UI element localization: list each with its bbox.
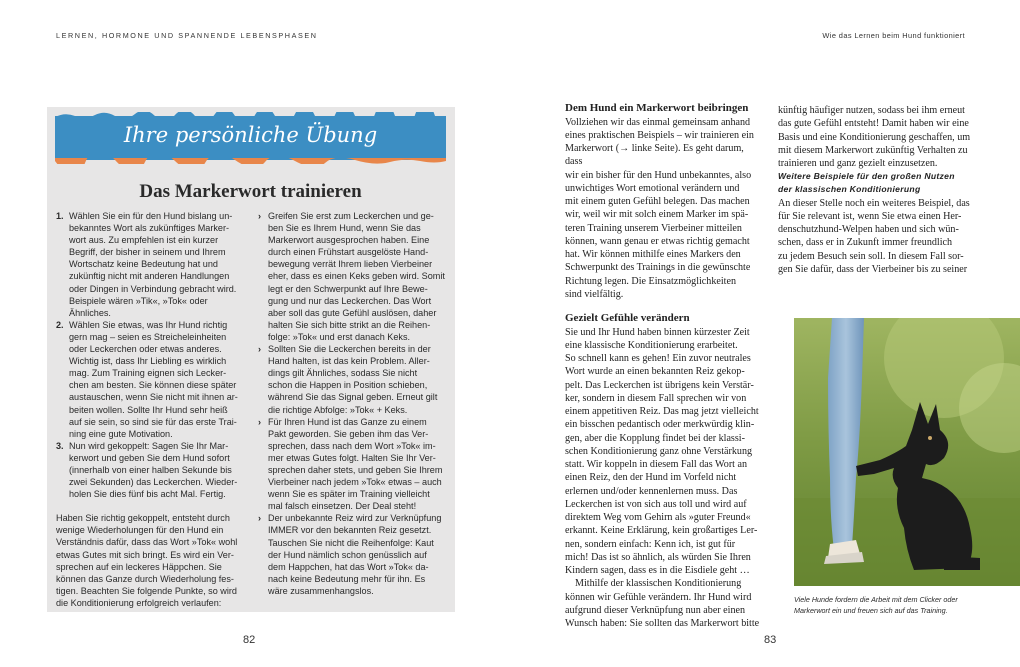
body-line: Richtung legen. Die Einsatzmöglichkeiten <box>565 275 736 287</box>
banner-top-wave <box>55 112 446 117</box>
point-line: IMMER vor den bekannten Reiz gesetzt. <box>268 525 432 536</box>
step-line: Wählen Sie ein für den Hund bislang un- <box>69 211 233 221</box>
exercise-point <box>258 512 448 597</box>
body-line: Wunsch haben: Sie sollten das Markerwort bitte <box>565 618 760 629</box>
step-line: bekanntes Wort als zukünftiges Marker- <box>69 223 230 234</box>
point-line: Pakt geworden. Sie geben ihm das Ver- <box>268 428 429 439</box>
step-line: Wichtig ist, dass Ihr Liebling es wirklich <box>69 356 227 367</box>
body-line: wir, weil wir mit solch einem Marker im spä- <box>565 209 749 221</box>
point-line: nach keine Bedeutung mehr für ihn. Es <box>268 573 426 584</box>
running-head-left: LERNEN, HORMONE UND SPANNENDE LEBENSPHASEN <box>56 31 318 40</box>
point-line: schon die Happen in Position schieben, <box>268 380 428 391</box>
subheading: Weitere Beispiele für den großen Nutzen <box>778 171 955 182</box>
point-line: Hand halten, ist das kein Problem. Aller- <box>268 356 430 367</box>
body-line: ein bisschen pedantisch oder merkwürdig klin- <box>565 419 755 431</box>
point-line: dem Happchen, hat das Wort »Tok« da- <box>268 561 429 572</box>
point-line: sprechen daher stets, und geben Sie Ihrem <box>268 464 443 475</box>
body-line: Leckerchen ist von sich aus toll und wird auf <box>565 498 747 510</box>
point-line: gung und nur das Leckerchen. Das Wort <box>268 295 432 306</box>
point-line: halten Sie sich bitte strikt an die Reihen- <box>268 319 431 330</box>
point-marker: › <box>258 416 262 427</box>
point-line: der Hund nämlich schon genüsslich auf <box>268 549 427 560</box>
step-line: wort aus. Zu empfehlen ist ein kurzer <box>69 235 219 246</box>
closing-line: Verständnis dafür, dass das Wort »Tok« wohl <box>56 537 238 548</box>
point-line: die richtige Abfolge: »Tok« + Keks. <box>268 404 408 415</box>
body-line: unwichtiges Wort emotional verändern und <box>565 182 740 194</box>
exercise-steps-column <box>56 210 242 609</box>
step-line: holen Sie dies fünf bis acht Mal. Fertig. <box>69 489 226 500</box>
body-line: schen Konditionierung ganz ohne Verstärkung <box>565 445 753 457</box>
body-line: direktem Weg vom Gehirn als »guter Freund« <box>565 512 751 523</box>
exercise-banner <box>55 116 446 160</box>
exercise-title: Das Markerwort trainieren <box>139 181 362 202</box>
step-line: chen am besten. Sie können diese später <box>69 380 237 391</box>
body-line: mit diesem Markerwort zukünftig Verhalten zu <box>778 144 968 156</box>
body-line: hat. Wir können mithilfe eines Markers den <box>565 249 741 260</box>
exercise-step <box>56 319 242 440</box>
closing-line: Haben Sie richtig gekoppelt, entsteht durch <box>56 513 230 524</box>
body-line: Basis und eine Konditionierung geschaffen, um <box>778 131 971 143</box>
body-line: ker, sondern in diesem Fall sprechen wir von <box>565 392 747 404</box>
point-marker: › <box>258 211 262 221</box>
dog-leg-illustration <box>794 318 1020 586</box>
step-line: beiten wollen. Sollte Ihr Hund sehr heiß <box>69 404 228 415</box>
closing-line: tigen. Beachten Sie folgende Punkte, so wird <box>56 585 237 596</box>
body-line: teren Training unserem Vierbeiner mitteilen <box>565 222 742 234</box>
subheading: der klassischen Konditionierung <box>778 184 921 195</box>
body-line: erkannt. Keine Erklärung, kein großartiges Ler- <box>565 525 758 537</box>
body-line: eine klassische Konditionierung erarbeitet. <box>565 339 738 351</box>
step-line: auf sie sein, so sind sie für das erste Trai- <box>69 416 237 427</box>
exercise-point <box>258 210 448 343</box>
body-line: aufgrund dieser Verknüpfung nun aber einen <box>565 604 746 616</box>
body-line: einen Reiz, den der Hund im Vorfeld nicht <box>565 472 737 484</box>
page-number-left: 82 <box>243 634 256 646</box>
step-line: oder Dingen in Verbindung gebracht wird. <box>69 283 237 294</box>
closing-line: wenige Wiederholungen für den Hund ein <box>56 525 224 536</box>
article-column-2 <box>778 104 973 276</box>
body-line: wir ein bisher für den Hund unbekanntes, also <box>565 169 752 181</box>
point-line: Vierbeiner nach jedem »Tok« etwas – auch <box>268 477 442 488</box>
body-line: Schwerpunkt des Trainings in die gewünschte <box>565 262 751 274</box>
step-line: kerwort und geben Sie dem Hund sofort <box>69 452 230 463</box>
point-line: bewegung verrät Ihrem lieben Vierbeiner <box>268 259 433 270</box>
body-line: können wir Gefühle verändern. Ihr Hund wird <box>565 591 752 603</box>
closing-line: etwas Gutes mit sich bringt. Es wird ein Ver- <box>56 549 234 560</box>
step-number: 2. <box>56 319 64 330</box>
step-line: Wortschatz keine Bedeutung hat und <box>69 259 218 270</box>
step-line: zwei Sekunden) das Leckerchen. Wieder- <box>69 477 238 488</box>
banner-title: Ihre persönliche Übung <box>123 123 378 147</box>
step-number: 1. <box>56 211 64 221</box>
body-line: denschutzhund-Welpen haben und sich wün- <box>778 224 959 236</box>
body-line: sind vielfältig. <box>565 288 624 300</box>
step-line: mag. Zum Training eignen sich Lecker- <box>69 368 227 379</box>
body-line: zu jedem Besuch sein soll. In diesem Fall sor- <box>778 250 964 262</box>
exercise-point <box>258 416 448 513</box>
body-line: schen, dass er in Zukunft immer freundlich <box>778 237 953 249</box>
point-marker: › <box>258 344 262 355</box>
point-line: während Sie das Signal geben. Erneut gilt <box>268 392 438 403</box>
step-line: austauschen, wenn Sie nicht mit ihnen ar- <box>69 392 238 403</box>
body-line: gen, aber die Kopplung findet bei der klassi- <box>565 432 745 444</box>
step-line: (innerhalb von einer halben Sekunde bis <box>69 464 232 475</box>
body-line: statt. Wir koppeln in diesem Fall das Wort an <box>565 459 748 470</box>
step-line: oder Leckerchen oder etwas anderes. <box>69 344 222 355</box>
body-line: eines praktischen Beispiels – wir trainieren ein <box>565 129 754 141</box>
step-line: zukünftig nicht mit anderen Handlungen <box>69 271 230 282</box>
exercise-point <box>258 343 448 416</box>
step-line: ning eine gute Motivation. <box>69 428 173 439</box>
point-line: wenn Sie es später im Training vielleicht <box>268 489 430 500</box>
step-line: gern mag – seien es Streicheleinheiten <box>69 331 227 342</box>
step-line: Nun wird gekoppelt: Sagen Sie Ihr Mar- <box>69 440 229 451</box>
section-heading: Gezielt Gefühle verändern <box>565 312 690 324</box>
running-head-right: Wie das Lernen beim Hund funktioniert <box>822 31 965 40</box>
step-line: Beispiele wären »Tik«, »Tok« oder Ähnliches. <box>69 295 208 318</box>
body-line: Sie und Ihr Hund haben binnen kürzester Zeit <box>565 326 750 338</box>
body-line: können, wann genau er etwas richtig gemacht <box>565 235 750 247</box>
point-line: legt er den Schwerpunkt auf Ihre Bewe- <box>268 283 428 294</box>
point-line: Der unbekannte Reiz wird zur Verknüpfung <box>268 513 442 524</box>
body-line: erlernen und/oder kennenlernen muss. Das <box>565 485 738 497</box>
body-line: Vollziehen wir das einmal gemeinsam anhand <box>565 116 751 128</box>
body-line: mit einem guten Gefühl belegen. Das machen <box>565 196 750 207</box>
point-line: Für Ihren Hund ist das Ganze zu einem <box>268 416 427 427</box>
body-line: trainieren und ganz gezielt einzusetzen. <box>778 158 938 169</box>
body-line: An dieser Stelle noch ein weiteres Beispiel, das <box>778 197 970 209</box>
point-line: folge: »Tok« und erst danach Keks. <box>268 331 411 342</box>
banner-orange-wave <box>55 158 446 164</box>
point-line: sprechen, dass nach dem Wort »Tok« im- <box>268 440 436 451</box>
body-line: pelt. Das Leckerchen ist übrigens kein Verstär- <box>565 379 754 391</box>
point-line: eher, dass es einen Keks geben wird. Somit <box>268 271 445 282</box>
point-line: mer etwas Gutes folgt. Halten Sie Ihr Ver- <box>268 452 436 463</box>
caption-line: Markerwort ein und freuen sich auf das Training. <box>794 605 948 615</box>
body-line: einem appetitiven Reiz. Das mag jetzt vielleicht <box>565 406 759 417</box>
body-line: Mithilfe der klassischen Konditionierung <box>575 578 742 590</box>
point-marker: › <box>258 513 262 524</box>
exercise-points-column <box>258 210 448 597</box>
section-heading: Dem Hund ein Markerwort beibringen <box>565 102 749 114</box>
point-line: Tauschen Sie nicht die Reihenfolge: Kaut <box>268 537 434 548</box>
body-line: für Sie relevant ist, wenn Sie etwa einen Her- <box>778 210 962 222</box>
point-line: durch einen Frühstart ausgelöste Hand- <box>268 247 429 258</box>
step-number: 3. <box>56 440 64 451</box>
body-line: Markerwort (→ linke Seite). Es geht darum, dass <box>565 143 744 168</box>
point-line: ben Sie es Ihrem Hund, wenn Sie das <box>268 223 421 234</box>
point-line: aber soll das gute Gefühl auslösen, daher <box>268 307 437 318</box>
closing-line: sprechen auf ein leckeres Häppchen. Sie <box>56 561 222 572</box>
exercise-step <box>56 440 242 500</box>
closing-line: die Konditionierung erfolgreich verlaufen: <box>56 597 222 608</box>
body-line: Kindern sagen, dass es in die Eisdiele geht … <box>565 565 750 576</box>
article-column-1 <box>565 102 761 630</box>
body-line: nen, sondern einfach: Kenn ich, ist gut für <box>565 538 736 550</box>
page-number-right: 83 <box>764 634 777 646</box>
body-line: gen Sie dafür, dass der Vierbeiner bis zu seiner <box>778 263 968 275</box>
point-line: Greifen Sie erst zum Leckerchen und ge- <box>268 211 434 221</box>
body-line: So schnell kann es gehen! Ein zuvor neutrales <box>565 353 751 364</box>
point-line: dings gilt Ähnliches, sodass Sie nicht <box>268 368 418 379</box>
body-line: Wort wurde an einen bekannten Reiz gekop- <box>565 366 745 378</box>
point-line: wäre zusammenhangslos. <box>268 585 374 596</box>
caption-line: Viele Hunde fordern die Arbeit mit dem Clicker oder <box>794 595 958 604</box>
point-line: Sollten Sie die Leckerchen bereits in der <box>268 344 431 355</box>
exercise-step <box>56 210 242 319</box>
point-line: Markerwort ausgesprochen haben. Eine <box>268 235 430 246</box>
body-line: das gute Gefühl entsteht! Damit haben wir eine <box>778 118 969 130</box>
body-line: mich! Das ist so ähnlich, als würden Sie Ihren <box>565 551 751 563</box>
body-line: künftig häufiger nutzen, sodass bei ihm erneut <box>778 105 965 116</box>
step-line: Begriff, der bisher in seinem und Ihrem <box>69 247 226 258</box>
closing-line: können das Ganze durch Wiederholung fes- <box>56 573 234 584</box>
point-line: mal falsch einsetzen. Der Deal steht! <box>268 501 417 512</box>
step-line: Wählen Sie etwas, was Ihr Hund richtig <box>69 319 228 330</box>
photo-caption <box>794 595 999 616</box>
dog-training-photo <box>794 318 1020 586</box>
